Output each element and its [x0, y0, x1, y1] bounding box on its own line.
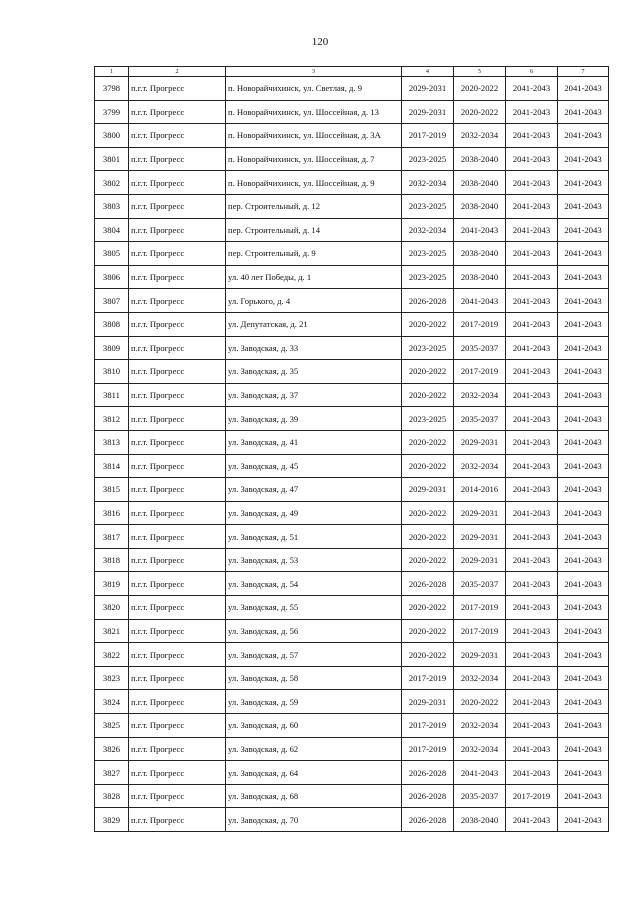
locality-cell: п.г.т. Прогресс: [129, 218, 226, 242]
locality-cell: п.г.т. Прогресс: [129, 525, 226, 549]
address-cell: п. Новорайчихинск, ул. Шоссейная, д. 9: [226, 171, 402, 195]
row-number: 3824: [95, 690, 129, 714]
period-col7-cell: 2041-2043: [558, 171, 609, 195]
row-number: 3807: [95, 289, 129, 313]
address-cell: п. Новорайчихинск, ул. Шоссейная, д. 13: [226, 100, 402, 124]
table-row: [95, 619, 609, 643]
address-cell: ул. Заводская, д. 57: [226, 643, 402, 667]
period-col7-cell: 2041-2043: [558, 454, 609, 478]
period-col6-cell: 2041-2043: [506, 737, 558, 761]
period-col6-cell: 2041-2043: [506, 430, 558, 454]
period-col4-cell: 2029-2031: [402, 77, 454, 101]
table-row: [95, 289, 609, 313]
period-col6-cell: 2041-2043: [506, 714, 558, 738]
row-number: 3805: [95, 242, 129, 266]
period-col4-cell: 2020-2022: [402, 383, 454, 407]
period-col5-cell: 2035-2037: [454, 336, 506, 360]
row-number: 3799: [95, 100, 129, 124]
period-col4-cell: 2023-2025: [402, 194, 454, 218]
table-row: [95, 242, 609, 266]
locality-cell: п.г.т. Прогресс: [129, 383, 226, 407]
row-number: 3817: [95, 525, 129, 549]
locality-cell: п.г.т. Прогресс: [129, 714, 226, 738]
page-number: 120: [311, 36, 329, 48]
period-col6-cell: 2041-2043: [506, 147, 558, 171]
period-col5-cell: 2038-2040: [454, 147, 506, 171]
period-col4-cell: 2020-2022: [402, 501, 454, 525]
table-row: [95, 784, 609, 808]
row-number: 3822: [95, 643, 129, 667]
period-col5-cell: 2014-2016: [454, 478, 506, 502]
row-number: 3809: [95, 336, 129, 360]
period-col7-cell: 2041-2043: [558, 666, 609, 690]
period-col4-cell: 2020-2022: [402, 312, 454, 336]
period-col7-cell: 2041-2043: [558, 336, 609, 360]
period-col5-cell: 2020-2022: [454, 77, 506, 101]
period-col5-cell: 2035-2037: [454, 784, 506, 808]
period-col6-cell: 2041-2043: [506, 171, 558, 195]
address-cell: ул. 40 лет Победы, д. 1: [226, 265, 402, 289]
period-col6-cell: 2041-2043: [506, 808, 558, 832]
address-cell: ул. Заводская, д. 41: [226, 430, 402, 454]
table-row: [95, 761, 609, 785]
row-number: 3813: [95, 430, 129, 454]
row-number: 3827: [95, 761, 129, 785]
table-row: [95, 501, 609, 525]
locality-cell: п.г.т. Прогресс: [129, 242, 226, 266]
period-col4-cell: 2017-2019: [402, 124, 454, 148]
period-col5-cell: 2041-2043: [454, 289, 506, 313]
address-cell: ул. Заводская, д. 68: [226, 784, 402, 808]
period-col7-cell: 2041-2043: [558, 525, 609, 549]
table-row: [95, 312, 609, 336]
table-row: [95, 360, 609, 384]
period-col5-cell: 2038-2040: [454, 265, 506, 289]
period-col6-cell: 2041-2043: [506, 761, 558, 785]
period-col6-cell: 2041-2043: [506, 360, 558, 384]
column-header: 4: [402, 67, 454, 77]
locality-cell: п.г.т. Прогресс: [129, 501, 226, 525]
locality-cell: п.г.т. Прогресс: [129, 572, 226, 596]
locality-cell: п.г.т. Прогресс: [129, 77, 226, 101]
period-col5-cell: 2041-2043: [454, 218, 506, 242]
period-col5-cell: 2029-2031: [454, 525, 506, 549]
locality-cell: п.г.т. Прогресс: [129, 407, 226, 431]
period-col7-cell: 2041-2043: [558, 124, 609, 148]
row-number: 3825: [95, 714, 129, 738]
period-col6-cell: 2041-2043: [506, 124, 558, 148]
table-row: [95, 737, 609, 761]
locality-cell: п.г.т. Прогресс: [129, 478, 226, 502]
period-col6-cell: 2041-2043: [506, 194, 558, 218]
period-col4-cell: 2023-2025: [402, 242, 454, 266]
column-header: 6: [506, 67, 558, 77]
period-col5-cell: 2017-2019: [454, 596, 506, 620]
period-col4-cell: 2026-2028: [402, 808, 454, 832]
table-row: [95, 407, 609, 431]
locality-cell: п.г.т. Прогресс: [129, 430, 226, 454]
table-row: [95, 383, 609, 407]
period-col5-cell: 2038-2040: [454, 808, 506, 832]
locality-cell: п.г.т. Прогресс: [129, 194, 226, 218]
period-col4-cell: 2023-2025: [402, 336, 454, 360]
table-row: [95, 171, 609, 195]
locality-cell: п.г.т. Прогресс: [129, 690, 226, 714]
table-row: [95, 525, 609, 549]
table-row: [95, 808, 609, 832]
period-col5-cell: 2020-2022: [454, 690, 506, 714]
period-col5-cell: 2029-2031: [454, 430, 506, 454]
period-col6-cell: 2041-2043: [506, 525, 558, 549]
period-col4-cell: 2029-2031: [402, 478, 454, 502]
column-header: 7: [558, 67, 609, 77]
period-col4-cell: 2023-2025: [402, 147, 454, 171]
table-row: [95, 194, 609, 218]
period-col7-cell: 2041-2043: [558, 407, 609, 431]
period-col7-cell: 2041-2043: [558, 572, 609, 596]
table-row: [95, 100, 609, 124]
period-col6-cell: 2041-2043: [506, 666, 558, 690]
period-col6-cell: 2041-2043: [506, 336, 558, 360]
period-col7-cell: 2041-2043: [558, 714, 609, 738]
period-col4-cell: 2017-2019: [402, 737, 454, 761]
locality-cell: п.г.т. Прогресс: [129, 596, 226, 620]
period-col7-cell: 2041-2043: [558, 737, 609, 761]
column-header: 5: [454, 67, 506, 77]
table-row: [95, 596, 609, 620]
period-col7-cell: 2041-2043: [558, 690, 609, 714]
row-number: 3816: [95, 501, 129, 525]
housing-registry-table: [94, 66, 609, 832]
period-col5-cell: 2032-2034: [454, 666, 506, 690]
period-col6-cell: 2041-2043: [506, 596, 558, 620]
period-col7-cell: 2041-2043: [558, 360, 609, 384]
row-number: 3808: [95, 312, 129, 336]
period-col5-cell: 2029-2031: [454, 643, 506, 667]
row-number: 3798: [95, 77, 129, 101]
period-col5-cell: 2020-2022: [454, 100, 506, 124]
period-col7-cell: 2041-2043: [558, 383, 609, 407]
period-col5-cell: 2017-2019: [454, 312, 506, 336]
locality-cell: п.г.т. Прогресс: [129, 761, 226, 785]
period-col6-cell: 2041-2043: [506, 265, 558, 289]
period-col7-cell: 2041-2043: [558, 194, 609, 218]
row-number: 3815: [95, 478, 129, 502]
period-col6-cell: 2041-2043: [506, 407, 558, 431]
locality-cell: п.г.т. Прогресс: [129, 643, 226, 667]
table-row: [95, 478, 609, 502]
locality-cell: п.г.т. Прогресс: [129, 265, 226, 289]
row-number: 3812: [95, 407, 129, 431]
period-col7-cell: 2041-2043: [558, 289, 609, 313]
locality-cell: п.г.т. Прогресс: [129, 737, 226, 761]
period-col7-cell: 2041-2043: [558, 147, 609, 171]
period-col6-cell: 2041-2043: [506, 383, 558, 407]
period-col7-cell: 2041-2043: [558, 218, 609, 242]
row-number: 3820: [95, 596, 129, 620]
table-row: [95, 548, 609, 572]
address-cell: ул. Заводская, д. 49: [226, 501, 402, 525]
period-col4-cell: 2020-2022: [402, 643, 454, 667]
locality-cell: п.г.т. Прогресс: [129, 289, 226, 313]
period-col4-cell: 2026-2028: [402, 572, 454, 596]
period-col5-cell: 2029-2031: [454, 548, 506, 572]
period-col4-cell: 2029-2031: [402, 690, 454, 714]
period-col4-cell: 2029-2031: [402, 100, 454, 124]
period-col6-cell: 2041-2043: [506, 690, 558, 714]
row-number: 3804: [95, 218, 129, 242]
period-col6-cell: 2041-2043: [506, 289, 558, 313]
address-cell: п. Новорайчихинск, ул. Шоссейная, д. 7: [226, 147, 402, 171]
period-col5-cell: 2032-2034: [454, 383, 506, 407]
row-number: 3818: [95, 548, 129, 572]
period-col5-cell: 2032-2034: [454, 714, 506, 738]
period-col5-cell: 2038-2040: [454, 171, 506, 195]
address-cell: ул. Заводская, д. 37: [226, 383, 402, 407]
address-cell: ул. Заводская, д. 33: [226, 336, 402, 360]
locality-cell: п.г.т. Прогресс: [129, 100, 226, 124]
period-col6-cell: 2041-2043: [506, 77, 558, 101]
row-number: 3806: [95, 265, 129, 289]
period-col7-cell: 2041-2043: [558, 548, 609, 572]
table-row: [95, 690, 609, 714]
period-col7-cell: 2041-2043: [558, 643, 609, 667]
column-header: 1: [95, 67, 129, 77]
address-cell: ул. Заводская, д. 56: [226, 619, 402, 643]
row-number: 3803: [95, 194, 129, 218]
address-cell: ул. Депутатская, д. 21: [226, 312, 402, 336]
row-number: 3802: [95, 171, 129, 195]
address-cell: ул. Заводская, д. 64: [226, 761, 402, 785]
table-row: [95, 454, 609, 478]
period-col4-cell: 2032-2034: [402, 218, 454, 242]
row-number: 3800: [95, 124, 129, 148]
row-number: 3821: [95, 619, 129, 643]
table-row: [95, 336, 609, 360]
row-number: 3823: [95, 666, 129, 690]
address-cell: ул. Заводская, д. 54: [226, 572, 402, 596]
row-number: 3828: [95, 784, 129, 808]
period-col7-cell: 2041-2043: [558, 808, 609, 832]
period-col7-cell: 2041-2043: [558, 761, 609, 785]
period-col5-cell: 2038-2040: [454, 194, 506, 218]
period-col4-cell: 2017-2019: [402, 666, 454, 690]
table-row: [95, 77, 609, 101]
period-col6-cell: 2041-2043: [506, 478, 558, 502]
table-row: [95, 218, 609, 242]
address-cell: ул. Заводская, д. 62: [226, 737, 402, 761]
period-col4-cell: 2026-2028: [402, 289, 454, 313]
column-number-row: [95, 67, 609, 77]
address-cell: пер. Строительный, д. 9: [226, 242, 402, 266]
locality-cell: п.г.т. Прогресс: [129, 784, 226, 808]
period-col6-cell: 2017-2019: [506, 784, 558, 808]
address-cell: п. Новорайчихинск, ул. Шоссейная, д. 3А: [226, 124, 402, 148]
table-row: [95, 124, 609, 148]
period-col6-cell: 2041-2043: [506, 619, 558, 643]
period-col4-cell: 2020-2022: [402, 454, 454, 478]
locality-cell: п.г.т. Прогресс: [129, 666, 226, 690]
period-col7-cell: 2041-2043: [558, 77, 609, 101]
locality-cell: п.г.т. Прогресс: [129, 336, 226, 360]
table-row: [95, 666, 609, 690]
column-header: 3: [226, 67, 402, 77]
locality-cell: п.г.т. Прогресс: [129, 147, 226, 171]
period-col5-cell: 2032-2034: [454, 454, 506, 478]
address-cell: ул. Заводская, д. 51: [226, 525, 402, 549]
period-col7-cell: 2041-2043: [558, 501, 609, 525]
period-col6-cell: 2041-2043: [506, 218, 558, 242]
period-col4-cell: 2020-2022: [402, 619, 454, 643]
period-col7-cell: 2041-2043: [558, 619, 609, 643]
period-col6-cell: 2041-2043: [506, 312, 558, 336]
address-cell: ул. Заводская, д. 55: [226, 596, 402, 620]
locality-cell: п.г.т. Прогресс: [129, 619, 226, 643]
period-col5-cell: 2035-2037: [454, 407, 506, 431]
locality-cell: п.г.т. Прогресс: [129, 454, 226, 478]
address-cell: ул. Заводская, д. 58: [226, 666, 402, 690]
period-col7-cell: 2041-2043: [558, 430, 609, 454]
period-col6-cell: 2041-2043: [506, 242, 558, 266]
period-col6-cell: 2041-2043: [506, 572, 558, 596]
locality-cell: п.г.т. Прогресс: [129, 312, 226, 336]
period-col7-cell: 2041-2043: [558, 478, 609, 502]
period-col5-cell: 2032-2034: [454, 124, 506, 148]
row-number: 3810: [95, 360, 129, 384]
locality-cell: п.г.т. Прогресс: [129, 808, 226, 832]
address-cell: ул. Заводская, д. 45: [226, 454, 402, 478]
row-number: 3819: [95, 572, 129, 596]
address-cell: пер. Строительный, д. 14: [226, 218, 402, 242]
locality-cell: п.г.т. Прогресс: [129, 360, 226, 384]
period-col4-cell: 2026-2028: [402, 761, 454, 785]
table-row: [95, 572, 609, 596]
period-col4-cell: 2020-2022: [402, 360, 454, 384]
row-number: 3826: [95, 737, 129, 761]
period-col5-cell: 2038-2040: [454, 242, 506, 266]
period-col5-cell: 2032-2034: [454, 737, 506, 761]
period-col5-cell: 2029-2031: [454, 501, 506, 525]
row-number: 3811: [95, 383, 129, 407]
period-col5-cell: 2041-2043: [454, 761, 506, 785]
period-col7-cell: 2041-2043: [558, 100, 609, 124]
row-number: 3829: [95, 808, 129, 832]
period-col4-cell: 2020-2022: [402, 430, 454, 454]
period-col4-cell: 2017-2019: [402, 714, 454, 738]
period-col6-cell: 2041-2043: [506, 548, 558, 572]
period-col4-cell: 2020-2022: [402, 596, 454, 620]
table-row: [95, 430, 609, 454]
period-col4-cell: 2023-2025: [402, 265, 454, 289]
table-row: [95, 714, 609, 738]
period-col4-cell: 2020-2022: [402, 548, 454, 572]
locality-cell: п.г.т. Прогресс: [129, 124, 226, 148]
period-col4-cell: 2023-2025: [402, 407, 454, 431]
locality-cell: п.г.т. Прогресс: [129, 171, 226, 195]
period-col6-cell: 2041-2043: [506, 643, 558, 667]
address-cell: ул. Заводская, д. 59: [226, 690, 402, 714]
period-col4-cell: 2020-2022: [402, 525, 454, 549]
address-cell: ул. Заводская, д. 60: [226, 714, 402, 738]
address-cell: ул. Заводская, д. 39: [226, 407, 402, 431]
address-cell: п. Новорайчихинск, ул. Светлая, д. 9: [226, 77, 402, 101]
table-row: [95, 147, 609, 171]
address-cell: ул. Заводская, д. 35: [226, 360, 402, 384]
table-row: [95, 265, 609, 289]
address-cell: ул. Заводская, д. 53: [226, 548, 402, 572]
period-col6-cell: 2041-2043: [506, 100, 558, 124]
period-col6-cell: 2041-2043: [506, 501, 558, 525]
period-col4-cell: 2026-2028: [402, 784, 454, 808]
period-col7-cell: 2041-2043: [558, 312, 609, 336]
address-cell: ул. Заводская, д. 47: [226, 478, 402, 502]
period-col7-cell: 2041-2043: [558, 596, 609, 620]
period-col7-cell: 2041-2043: [558, 784, 609, 808]
row-number: 3801: [95, 147, 129, 171]
period-col6-cell: 2041-2043: [506, 454, 558, 478]
period-col5-cell: 2017-2019: [454, 360, 506, 384]
row-number: 3814: [95, 454, 129, 478]
address-cell: пер. Строительный, д. 12: [226, 194, 402, 218]
period-col7-cell: 2041-2043: [558, 265, 609, 289]
period-col7-cell: 2041-2043: [558, 242, 609, 266]
period-col5-cell: 2035-2037: [454, 572, 506, 596]
column-header: 2: [129, 67, 226, 77]
period-col4-cell: 2032-2034: [402, 171, 454, 195]
address-cell: ул. Горького, д. 4: [226, 289, 402, 313]
table-body: [95, 77, 609, 832]
table-row: [95, 643, 609, 667]
period-col5-cell: 2017-2019: [454, 619, 506, 643]
address-cell: ул. Заводская, д. 70: [226, 808, 402, 832]
locality-cell: п.г.т. Прогресс: [129, 548, 226, 572]
